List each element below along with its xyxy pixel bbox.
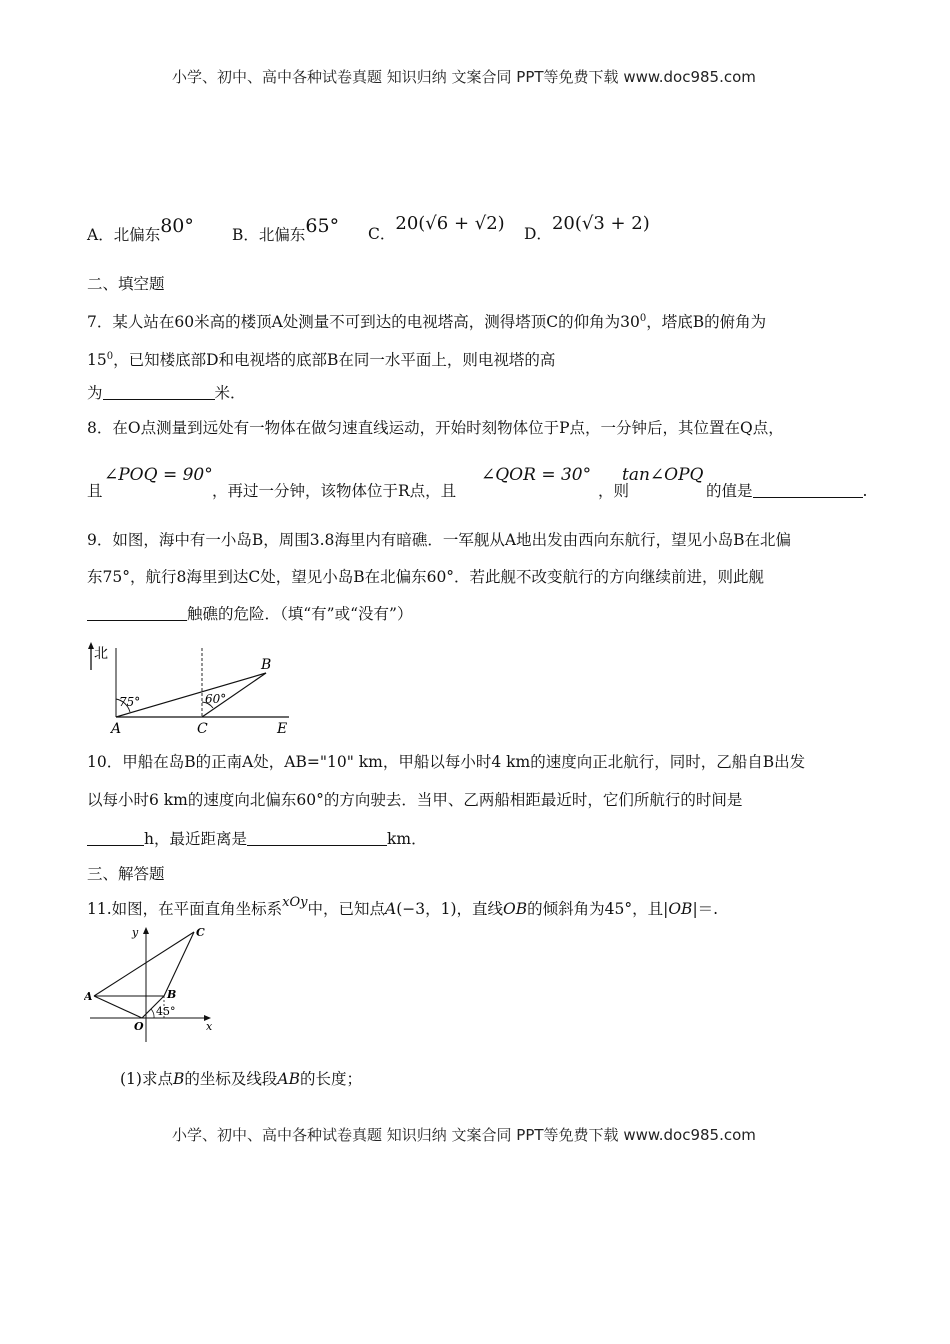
angle-75-label: 75° — [119, 695, 141, 709]
q8-end — [706, 481, 867, 501]
q8-qie: 且 — [87, 482, 103, 500]
option-d — [524, 213, 650, 244]
point-b-label: B — [261, 657, 272, 673]
q11-math-xoy: xOy — [282, 895, 308, 910]
q10-line1: 10．甲船在岛B的正南A处，AB="10" km，甲船以每小时4 km的速度向正北航行，同时，乙船自B出发 — [87, 753, 806, 771]
q8-math-tan: tan∠OPQ — [622, 465, 704, 485]
q8-ze: ，则 — [598, 482, 630, 500]
point-a-label: A — [111, 721, 122, 737]
q7-text-1b: ，塔底B的俯角为 — [646, 313, 767, 332]
q11-figure — [84, 922, 218, 1046]
option-c-math: 20(√6 + √2) — [395, 213, 505, 234]
q8-mid-text: ，再过一分钟，该物体位于R点，且 — [212, 482, 457, 500]
q11-ob: OB — [503, 900, 528, 918]
option-d-label: D． — [524, 225, 552, 243]
q7-sup-2: 0 — [106, 351, 114, 362]
q9-text-3: 触礁的危险．（填“有”或“没有”） — [187, 605, 413, 623]
q11-post2: 的倾斜角为45°，且| — [527, 900, 669, 918]
q10-text-3b: km． — [386, 830, 427, 848]
q7-text-2a: 15 — [87, 351, 107, 370]
segment-ao — [94, 996, 142, 1018]
option-b-label: B．北偏东 — [232, 226, 306, 244]
section-title-answer: 三、解答题 — [87, 865, 165, 883]
q7-text-3b: 米． — [214, 384, 246, 402]
option-a — [87, 215, 194, 245]
q7-text-1a: 7．某人站在60米高的楼顶A处测量不可到达的电视塔高，测得塔顶C的仰角为30 — [87, 313, 640, 332]
q10-text-3a: h，最近距离是 — [144, 830, 247, 848]
option-d-math: 20(√3 + 2) — [551, 213, 650, 234]
q11-sub1-mid: 的坐标及线段 — [184, 1070, 278, 1088]
q7-sup-1: 0 — [639, 313, 647, 324]
north-label: 北 — [94, 646, 108, 662]
option-b — [232, 215, 340, 245]
q11-sub1-b: B — [172, 1070, 185, 1088]
q10-time-blank[interactable] — [87, 829, 144, 846]
q9-line1: 9．如图，海中有一小岛B，周围3.8海里内有暗礁．一军舰从A地出发由西向东航行，望见小岛B在北偏 — [87, 531, 791, 549]
q8-dot: . — [862, 482, 868, 500]
q8-end-text: 的值是 — [706, 482, 753, 500]
q7-text-3a: 为 — [87, 384, 103, 402]
option-b-math: 65° — [305, 215, 340, 237]
option-a-label: A．北偏东 — [87, 226, 161, 244]
q9-figure — [84, 640, 294, 738]
angle-45-label: 45° — [156, 1005, 176, 1018]
q7-text-2b: ，已知楼底部D和电视塔的底部B在同一水平面上，则电视塔的高 — [113, 351, 556, 370]
option-c-label: C． — [368, 225, 396, 243]
q11-line1 — [87, 895, 719, 921]
angle-60-label: 60° — [205, 692, 227, 706]
option-c — [368, 213, 505, 244]
angle-arc-45 — [151, 1009, 154, 1018]
point-c-11: C — [196, 926, 205, 939]
q11-post: 中，已知点 — [307, 900, 386, 918]
q9-line3 — [87, 604, 412, 624]
q11-coord-a: (−3，1)，直线 — [396, 900, 504, 918]
q11-sub1-pre: (1)求点 — [120, 1070, 173, 1088]
q8-math-poq: ∠POQ = 90° — [104, 465, 213, 485]
q11-post3: |＝. — [692, 900, 719, 918]
q7-line1 — [87, 309, 766, 332]
q10-line2: 以每小时6 km的速度向北偏东60°的方向驶去．当甲、乙两船相距最近时，它们所航行的时间是 — [87, 791, 743, 809]
q9-answer-blank[interactable] — [87, 604, 187, 621]
q11-point-a: A — [385, 900, 397, 918]
q7-line2 — [87, 347, 555, 370]
q7-line3 — [87, 383, 246, 403]
q11-sub1-post: 的长度； — [299, 1070, 362, 1088]
q11-ob2: OB — [668, 900, 693, 918]
q10-line3 — [87, 829, 427, 849]
q10-distance-blank[interactable] — [247, 829, 387, 846]
y-axis-arrow — [143, 927, 149, 934]
q9-line2: 东75°，航行8海里到达C处，望见小岛B在北偏东60°．若此舰不改变航行的方向继续前进，则此舰 — [87, 568, 765, 586]
q11-pre: 11.如图，在平面直角坐标系 — [87, 900, 283, 918]
section-title-fill-blank: 二、填空题 — [87, 275, 165, 293]
point-b-11: B — [167, 988, 177, 1001]
y-axis-label: y — [132, 926, 139, 939]
point-c-label: C — [197, 721, 208, 737]
point-a-11: A — [84, 990, 93, 1003]
origin-o-label: O — [134, 1020, 144, 1033]
q11-sub1-ab: AB — [277, 1070, 300, 1088]
page-header: 小学、初中、高中各种试卷真题 知识归纳 文案合同 PPT等免费下载 www.doc985.com — [172, 68, 756, 86]
x-axis-label: x — [206, 1020, 213, 1033]
point-e-label: E — [277, 721, 288, 737]
q8-answer-blank[interactable] — [753, 481, 863, 498]
q7-answer-blank[interactable] — [103, 383, 215, 400]
q11-sub1 — [120, 1069, 362, 1089]
q8-math-qor: ∠QOR = 30° — [481, 465, 592, 485]
option-a-math: 80° — [160, 215, 194, 237]
q8-line1: 8．在O点测量到远处有一物体在做匀速直线运动，开始时刻物体位于P点，一分钟后，其位置在Q点， — [87, 419, 784, 437]
page-footer: 小学、初中、高中各种试卷真题 知识归纳 文案合同 PPT等免费下载 www.doc985.com — [172, 1126, 756, 1144]
